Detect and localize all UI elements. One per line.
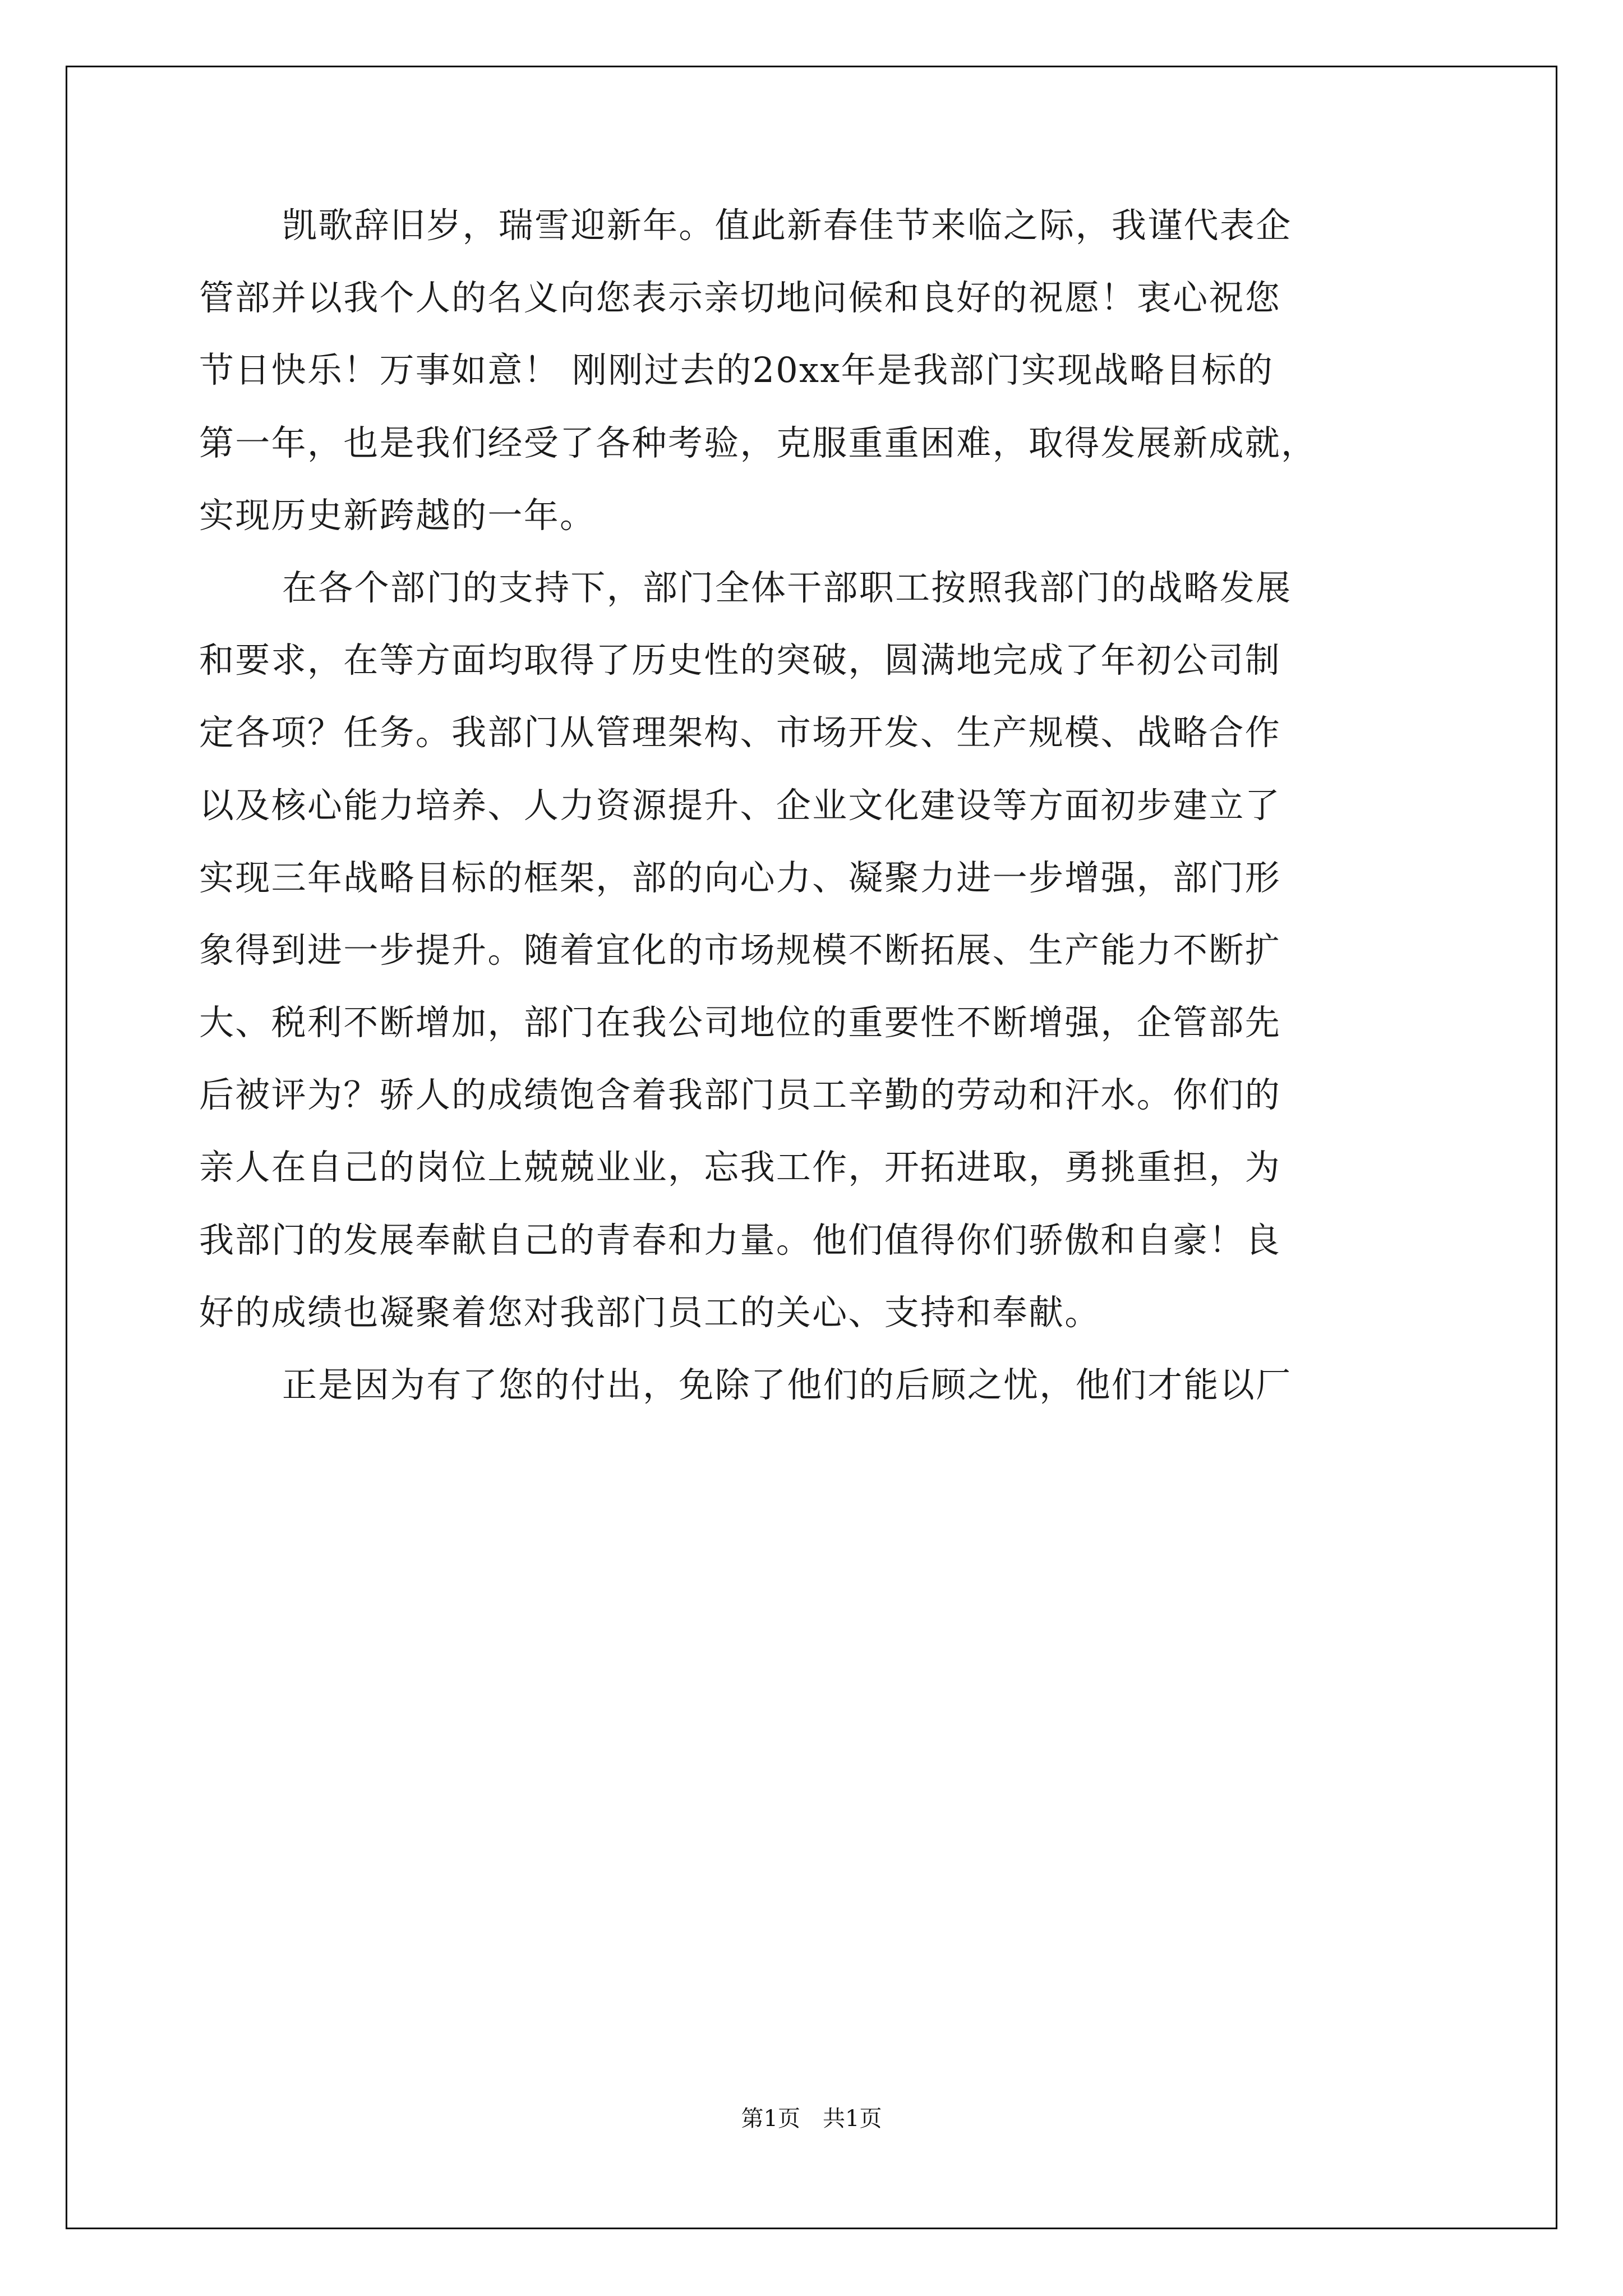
text-line: 好的成绩也凝聚着您对我部门员工的关心、支持和奉献。 xyxy=(199,1291,1101,1333)
text-line: 大、税利不断增加，部门在我公司地位的重要性不断增强，企管部先 xyxy=(199,1002,1281,1043)
document-body xyxy=(199,189,1436,1421)
text-line: 在各个部门的支持下，部门全体干部职工按照我部门的战略发展 xyxy=(282,567,1292,608)
text-line: 和要求，在等方面均取得了历史性的突破，圆满地完成了年初公司制 xyxy=(199,639,1281,681)
text-line: 实现历史新跨越的一年。 xyxy=(199,494,596,536)
text-line: 节日快乐！万事如意！ 刚刚过去的20xx年是我部门实现战略目标的 xyxy=(199,349,1274,391)
text-line: 第一年，也是我们经受了各种考验，克服重重困难，取得发展新成就， xyxy=(199,422,1317,463)
text-line: 后被评为？骄人的成绩饱含着我部门员工辛勤的劳动和汗水。你们的 xyxy=(199,1074,1281,1116)
text-line: 以及核心能力培养、人力资源提升、企业文化建设等方面初步建立了 xyxy=(199,784,1281,826)
text-line: 正是因为有了您的付出，免除了他们的后顾之忧，他们才能以厂 xyxy=(282,1364,1292,1405)
text-line: 管部并以我个人的名义向您表示亲切地问候和良好的祝愿！衷心祝您 xyxy=(199,277,1281,319)
text-line: 凯歌辞旧岁，瑞雪迎新年。值此新春佳节来临之际，我谨代表企 xyxy=(282,205,1292,246)
text-line: 实现三年战略目标的框架，部的向心力、凝聚力进一步增强，部门形 xyxy=(199,857,1281,898)
page-number-total: 共1页 xyxy=(823,2106,882,2132)
text-line: 亲人在自己的岗位上兢兢业业，忘我工作，开拓进取，勇挑重担，为 xyxy=(199,1147,1281,1188)
text-line: 我部门的发展奉献自己的青春和力量。他们值得你们骄傲和自豪！良 xyxy=(199,1219,1281,1260)
page-number-current: 第1页 xyxy=(741,2106,800,2132)
page-footer xyxy=(0,2101,1623,2133)
text-line: 象得到进一步提升。随着宜化的市场规模不断拓展、生产能力不断扩 xyxy=(199,929,1281,970)
text-line: 定各项？任务。我部门从管理架构、市场开发、生产规模、战略合作 xyxy=(199,712,1281,753)
